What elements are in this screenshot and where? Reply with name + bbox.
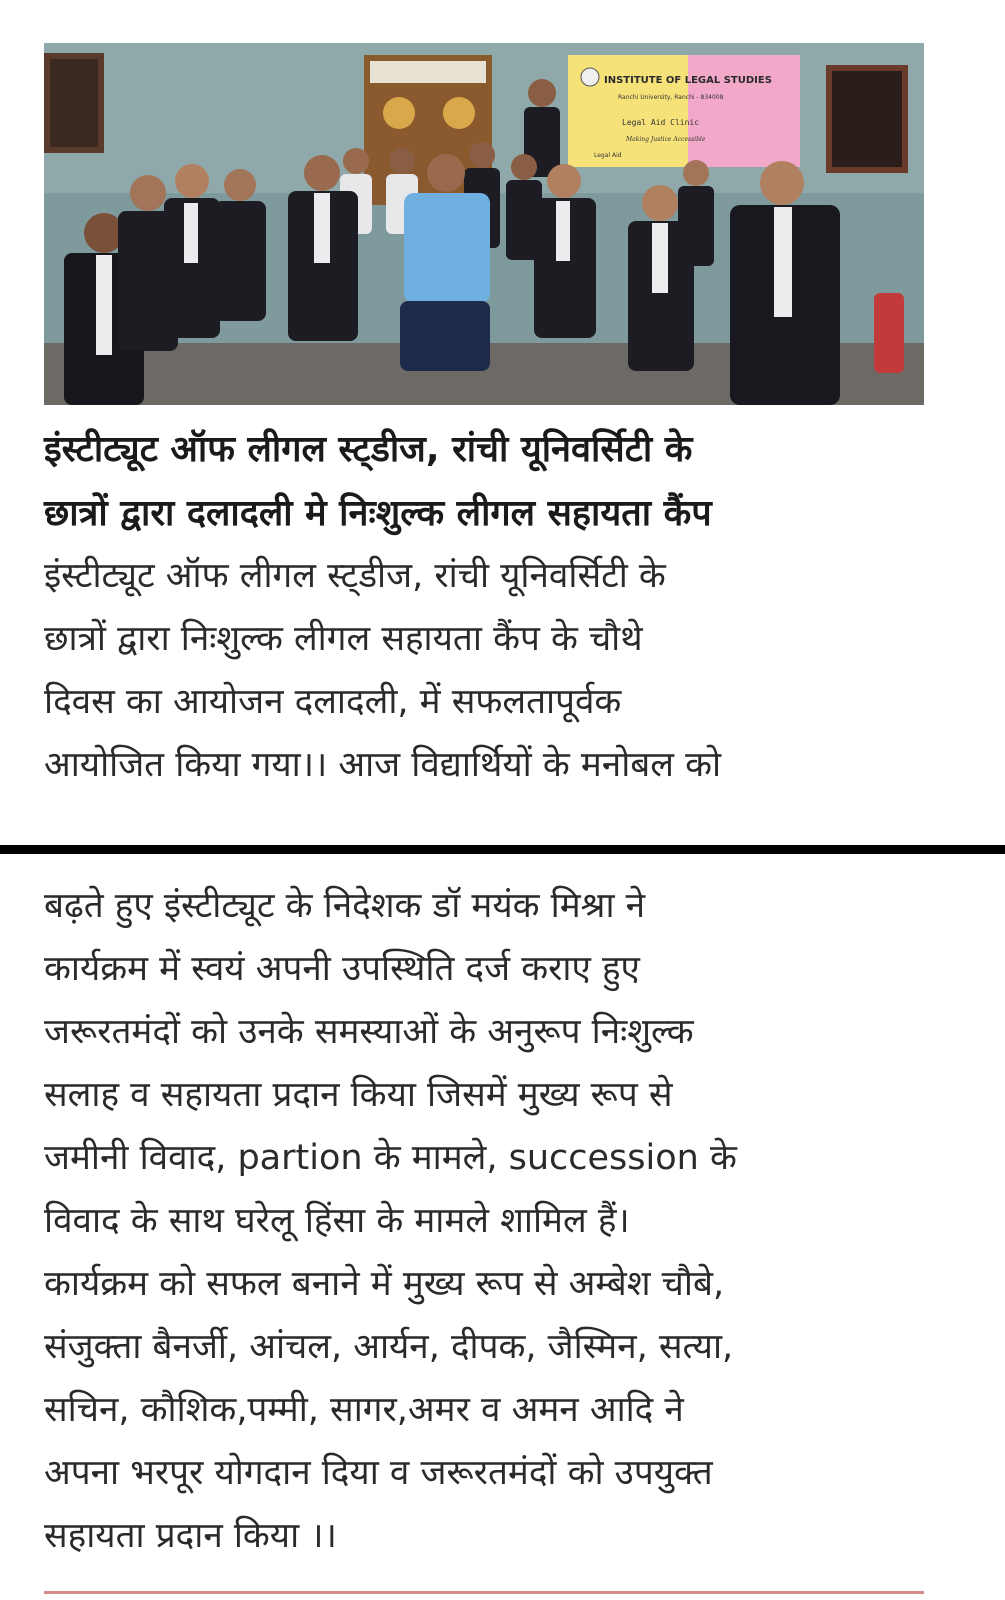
section-divider xyxy=(0,845,1005,854)
body-line: संजुक्ता बैनर्जी, आंचल, आर्यन, दीपक, जैस्मिन, सत्या, xyxy=(44,1327,734,1367)
banner-university-text: Ranchi University, Ranchi - 834008 xyxy=(618,94,724,101)
body-line: छात्रों द्वारा निःशुल्क लीगल सहायता कैंप के चौथे xyxy=(44,619,643,659)
body-line: दिवस का आयोजन दलादली, में सफलतापूर्वक xyxy=(44,682,622,722)
body-line: अपना भरपूर योगदान दिया व जरूरतमंदों को उपयुक्त xyxy=(44,1453,713,1493)
body-line: जरूरतमंदों को उनके समस्याओं के अनुरूप निःशुल्क xyxy=(44,1012,694,1052)
banner-institute-text: INSTITUTE OF LEGAL STUDIES xyxy=(604,75,772,86)
banner-footer-text: Legal Aid xyxy=(594,152,622,159)
body-line: आयोजित किया गया।। आज विद्यार्थियों के मनोबल को xyxy=(44,745,722,785)
headline-line: छात्रों द्वारा दलादली मे निःशुल्क लीगल सहायता कैंप xyxy=(44,493,712,534)
body-line: कार्यक्रम में स्वयं अपनी उपस्थिति दर्ज कराए हुए xyxy=(44,949,640,989)
group-photo xyxy=(44,43,924,405)
body-line: इंस्टीट्यूट ऑफ लीगल स्ट्डीज, रांची यूनिवर्सिटी के xyxy=(44,556,666,596)
banner-tagline-text: Making Justice Accessible xyxy=(626,136,706,143)
headline-line: इंस्टीट्यूट ऑफ लीगल स्ट्डीज, रांची यूनिवर्सिटी के xyxy=(44,429,693,470)
body-line: बढ़ते हुए इंस्टीट्यूट के निदेशक डॉ मयंक मिश्रा ने xyxy=(44,886,646,926)
banner-clinic-text: Legal Aid Clinic xyxy=(622,118,700,127)
body-line: जमीनी विवाद, partion के मामले, succession के xyxy=(44,1138,737,1178)
article-body-part1 xyxy=(44,545,974,797)
bottom-rule xyxy=(44,1591,924,1594)
body-line: कार्यक्रम को सफल बनाने में मुख्य रूप से अम्बेश चौबे, xyxy=(44,1264,725,1304)
article-headline xyxy=(44,418,964,546)
body-line: विवाद के साथ घरेलू हिंसा के मामले शामिल हैं। xyxy=(44,1201,630,1241)
body-line: सहायता प्रदान किया ।। xyxy=(44,1516,337,1556)
body-line: सचिन, कौशिक,पम्मी, सागर,अमर व अमन आदि ने xyxy=(44,1390,684,1430)
body-line: सलाह व सहायता प्रदान किया जिसमें मुख्य रूप से xyxy=(44,1075,673,1115)
article-body-part2 xyxy=(44,875,974,1568)
